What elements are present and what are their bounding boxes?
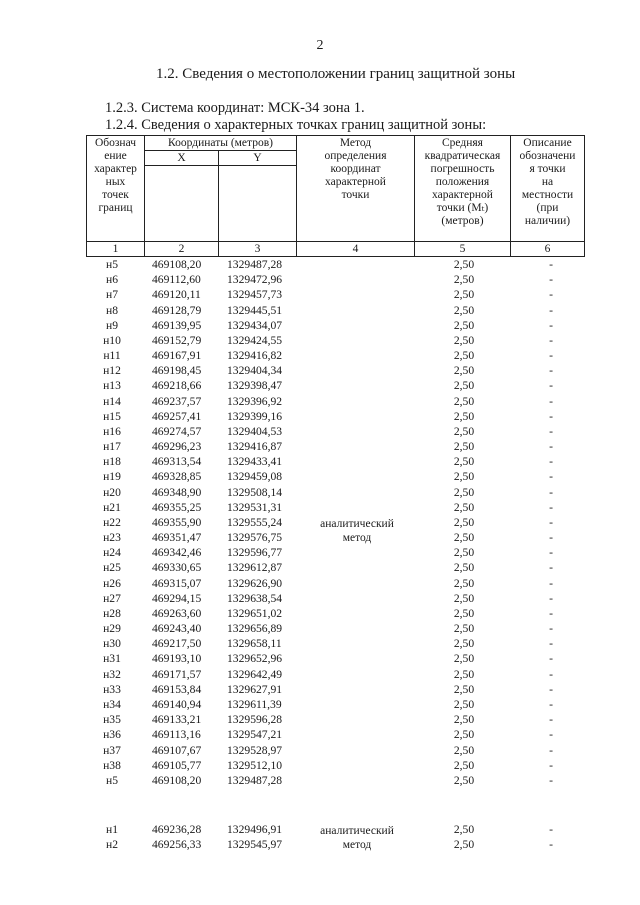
description-value: - xyxy=(549,379,553,393)
table-row xyxy=(0,439,640,454)
description-value: - xyxy=(549,273,553,287)
method-cell: аналитический метод xyxy=(320,518,394,544)
accuracy-value: 2,50 xyxy=(453,823,475,836)
table-row xyxy=(0,287,640,302)
coord-x: 469108,20 xyxy=(152,258,202,271)
accuracy-value: 2,50 xyxy=(453,606,475,620)
point-id: н5 xyxy=(105,773,118,787)
coord-x: 469171,57 xyxy=(152,667,202,681)
description-value: - xyxy=(549,455,553,469)
point-id: н34 xyxy=(103,697,121,711)
description-value: - xyxy=(549,318,553,332)
coord-x: 469355,25 xyxy=(152,500,202,514)
coord-x: 469236,28 xyxy=(152,823,202,836)
description-value: - xyxy=(549,576,553,590)
point-id: н17 xyxy=(103,440,121,454)
accuracy-value: 2,50 xyxy=(453,258,475,271)
header-coordinates: Координаты (метров) xyxy=(145,136,297,151)
coord-y: 1329576,75 xyxy=(227,531,283,545)
point-id: н38 xyxy=(103,758,121,772)
point-id: н18 xyxy=(103,455,121,469)
coord-y: 1329416,87 xyxy=(227,440,283,454)
description-value: - xyxy=(549,606,553,620)
description-value: - xyxy=(549,546,553,560)
coord-x: 469243,40 xyxy=(152,622,202,636)
accuracy-value: 2,50 xyxy=(453,652,475,666)
coord-y: 1329416,82 xyxy=(227,349,283,363)
coord-x: 469217,50 xyxy=(152,637,202,651)
table-row xyxy=(0,743,640,758)
table-row xyxy=(0,712,640,727)
coord-x: 469330,65 xyxy=(152,561,202,575)
point-id: н29 xyxy=(103,622,121,636)
table-row xyxy=(0,697,640,712)
description-value: - xyxy=(549,288,553,302)
coord-y: 1329528,97 xyxy=(227,743,283,757)
accuracy-value: 2,50 xyxy=(453,576,475,590)
coord-x: 469139,95 xyxy=(152,318,202,332)
coord-y: 1329658,11 xyxy=(227,637,282,651)
coord-y: 1329445,51 xyxy=(227,303,283,317)
accuracy-value: 2,50 xyxy=(453,743,475,757)
description-value: - xyxy=(549,591,553,605)
coord-x: 469313,54 xyxy=(152,455,202,469)
header-method: Метод определения координат характерной точки xyxy=(297,136,415,242)
coord-y: 1329424,55 xyxy=(227,333,283,347)
table-row xyxy=(0,682,640,697)
table-row xyxy=(0,576,640,591)
coord-x: 469112,60 xyxy=(152,273,201,287)
description-value: - xyxy=(549,394,553,408)
coord-x: 469105,77 xyxy=(152,758,202,772)
point-id: н6 xyxy=(105,273,118,287)
accuracy-value: 2,50 xyxy=(453,682,475,696)
accuracy-value: 2,50 xyxy=(453,440,475,454)
accuracy-value: 2,50 xyxy=(453,303,475,317)
col-number: 2 xyxy=(145,242,219,257)
description-value: - xyxy=(549,637,553,651)
point-id: н9 xyxy=(105,318,118,332)
header-x: X xyxy=(145,151,219,166)
accuracy-value: 2,50 xyxy=(453,318,475,332)
coord-y: 1329627,91 xyxy=(227,682,283,696)
coord-x: 469140,94 xyxy=(152,697,202,711)
table-row xyxy=(0,333,640,348)
coord-x: 469128,79 xyxy=(152,303,202,317)
point-id: н15 xyxy=(103,409,121,423)
coord-y: 1329399,16 xyxy=(227,409,283,423)
point-id: н33 xyxy=(103,682,121,696)
point-id: н19 xyxy=(103,470,121,484)
coord-x: 469237,57 xyxy=(152,394,202,408)
point-id: н10 xyxy=(103,333,121,347)
point-id: н2 xyxy=(105,838,118,852)
description-value: - xyxy=(549,773,553,787)
coord-x: 469328,85 xyxy=(152,470,202,484)
table-row xyxy=(0,257,640,272)
point-id: н27 xyxy=(103,591,121,605)
coord-y: 1329434,07 xyxy=(227,318,283,332)
point-id: н1 xyxy=(105,823,118,836)
point-id: н22 xyxy=(103,515,121,529)
accuracy-value: 2,50 xyxy=(453,364,475,378)
description-value: - xyxy=(549,485,553,499)
coord-x: 469351,47 xyxy=(152,531,202,545)
accuracy-value: 2,50 xyxy=(453,409,475,423)
description-value: - xyxy=(549,364,553,378)
accuracy-value: 2,50 xyxy=(453,637,475,651)
coord-y: 1329656,89 xyxy=(227,622,283,636)
table-row xyxy=(0,606,640,621)
accuracy-value: 2,50 xyxy=(453,561,475,575)
description-value: - xyxy=(549,561,553,575)
points-title-line: 1.2.4. Сведения о характерных точках границ защитной зоны: xyxy=(105,117,487,133)
table-row xyxy=(0,485,640,500)
coord-x: 469315,07 xyxy=(152,576,202,590)
accuracy-value: 2,50 xyxy=(453,394,475,408)
coord-x: 469256,33 xyxy=(152,838,202,852)
point-id: н21 xyxy=(103,500,121,514)
coord-x: 469355,90 xyxy=(152,515,202,529)
coord-y: 1329651,02 xyxy=(227,606,283,620)
description-value: - xyxy=(549,758,553,772)
accuracy-value: 2,50 xyxy=(453,333,475,347)
table-row xyxy=(0,363,640,378)
table-row xyxy=(0,651,640,666)
coord-y: 1329612,87 xyxy=(227,561,283,575)
coord-y: 1329611,39 xyxy=(227,697,282,711)
coord-x: 469342,46 xyxy=(152,546,202,560)
description-value: - xyxy=(549,303,553,317)
table-row xyxy=(0,454,640,469)
description-value: - xyxy=(549,743,553,757)
table-row xyxy=(0,591,640,606)
point-id: н23 xyxy=(103,531,121,545)
description-value: - xyxy=(549,838,553,852)
description-value: - xyxy=(549,728,553,742)
coord-x: 469193,10 xyxy=(152,652,202,666)
table-row xyxy=(0,667,640,682)
coord-y: 1329555,24 xyxy=(227,515,283,529)
coord-x: 469257,41 xyxy=(152,409,202,423)
point-id: н8 xyxy=(105,303,118,317)
description-value: - xyxy=(549,682,553,696)
description-value: - xyxy=(549,667,553,681)
description-value: - xyxy=(549,622,553,636)
coord-x: 469294,15 xyxy=(152,591,202,605)
accuracy-value: 2,50 xyxy=(453,500,475,514)
table-row xyxy=(0,773,640,788)
table-row xyxy=(0,621,640,636)
coord-x: 469274,57 xyxy=(152,424,202,438)
coord-x: 469152,79 xyxy=(152,333,202,347)
table-row xyxy=(0,303,640,318)
coord-y: 1329433,41 xyxy=(227,455,283,469)
coord-y: 1329487,28 xyxy=(227,773,283,787)
description-value: - xyxy=(549,424,553,438)
accuracy-value: 2,50 xyxy=(453,455,475,469)
coord-y: 1329638,54 xyxy=(227,591,283,605)
coord-y: 1329398,47 xyxy=(227,379,283,393)
description-value: - xyxy=(549,500,553,514)
accuracy-value: 2,50 xyxy=(453,379,475,393)
accuracy-value: 2,50 xyxy=(453,546,475,560)
header-accuracy: Средняя квадратическая погрешность положения характерной точки (Mₜ) (метров) xyxy=(415,136,511,242)
accuracy-value: 2,50 xyxy=(453,288,475,302)
coord-x: 469133,21 xyxy=(152,713,202,727)
coord-x: 469167,91 xyxy=(152,349,202,363)
coord-x: 469263,60 xyxy=(152,606,202,620)
coord-y: 1329457,73 xyxy=(227,288,283,302)
coord-x: 469108,20 xyxy=(152,773,202,787)
table-row xyxy=(0,272,640,287)
point-id: н24 xyxy=(103,546,121,560)
description-value: - xyxy=(549,713,553,727)
table-row xyxy=(0,409,640,424)
coord-y: 1329547,21 xyxy=(227,728,283,742)
point-id: н13 xyxy=(103,379,121,393)
coord-y: 1329531,31 xyxy=(227,500,283,514)
accuracy-value: 2,50 xyxy=(453,470,475,484)
point-id: н7 xyxy=(105,288,118,302)
coord-y: 1329508,14 xyxy=(227,485,283,499)
accuracy-value: 2,50 xyxy=(453,758,475,772)
coord-y: 1329404,34 xyxy=(227,364,283,378)
point-id: н31 xyxy=(103,652,121,666)
description-value: - xyxy=(549,823,553,836)
coord-y: 1329626,90 xyxy=(227,576,283,590)
page-number: 2 xyxy=(316,38,324,53)
coord-x: 469218,66 xyxy=(152,379,202,393)
coord-x: 469296,23 xyxy=(152,440,202,454)
coord-y: 1329596,28 xyxy=(227,713,283,727)
col-number: 5 xyxy=(415,242,511,257)
col-number: 6 xyxy=(511,242,585,257)
accuracy-value: 2,50 xyxy=(453,713,475,727)
accuracy-value: 2,50 xyxy=(453,667,475,681)
points-table-header xyxy=(86,135,585,257)
point-id: н12 xyxy=(103,364,121,378)
col-number: 4 xyxy=(297,242,415,257)
table-row xyxy=(0,500,640,515)
coord-y: 1329642,49 xyxy=(227,667,283,681)
point-id: н26 xyxy=(103,576,121,590)
table-row xyxy=(0,545,640,560)
coord-y: 1329596,77 xyxy=(227,546,283,560)
header-description: Описание обозначени я точки на местности (при наличии) xyxy=(511,136,585,242)
accuracy-value: 2,50 xyxy=(453,424,475,438)
table-row xyxy=(0,636,640,651)
table-row xyxy=(0,758,640,773)
description-value: - xyxy=(549,333,553,347)
table-row xyxy=(0,727,640,742)
point-id: н32 xyxy=(103,667,121,681)
description-value: - xyxy=(549,258,553,271)
point-id: н20 xyxy=(103,485,121,499)
table-row xyxy=(0,394,640,409)
coord-y: 1329545,97 xyxy=(227,838,283,852)
coord-x: 469113,16 xyxy=(152,728,201,742)
table-row xyxy=(0,424,640,439)
coord-y: 1329404,53 xyxy=(227,424,283,438)
description-value: - xyxy=(549,409,553,423)
accuracy-value: 2,50 xyxy=(453,273,475,287)
coord-y: 1329459,08 xyxy=(227,470,283,484)
coord-y: 1329472,96 xyxy=(227,273,283,287)
description-value: - xyxy=(549,531,553,545)
accuracy-value: 2,50 xyxy=(453,622,475,636)
point-id: н30 xyxy=(103,637,121,651)
point-id: н25 xyxy=(103,561,121,575)
description-value: - xyxy=(549,697,553,711)
header-y: Y xyxy=(219,151,297,166)
point-id: н11 xyxy=(103,349,121,363)
coord-x: 469120,11 xyxy=(152,288,201,302)
point-id: н37 xyxy=(103,743,121,757)
coord-y: 1329487,28 xyxy=(227,258,283,271)
coord-x: 469107,67 xyxy=(152,743,202,757)
coord-y: 1329512,10 xyxy=(227,758,283,772)
accuracy-value: 2,50 xyxy=(453,773,475,787)
coord-y: 1329496,91 xyxy=(227,823,283,836)
col-number: 1 xyxy=(87,242,145,257)
description-value: - xyxy=(549,515,553,529)
header-point-designation: Обознач ение характер ных точек границ xyxy=(87,136,145,242)
coord-y: 1329396,92 xyxy=(227,394,283,408)
accuracy-value: 2,50 xyxy=(453,728,475,742)
table-row xyxy=(0,348,640,363)
description-value: - xyxy=(549,349,553,363)
point-id: н16 xyxy=(103,424,121,438)
point-id: н14 xyxy=(103,394,121,408)
description-value: - xyxy=(549,470,553,484)
coord-system-line: 1.2.3. Система координат: МСК-34 зона 1. xyxy=(105,100,365,116)
accuracy-value: 2,50 xyxy=(453,591,475,605)
table-row xyxy=(0,378,640,393)
coord-y: 1329652,96 xyxy=(227,652,283,666)
section-heading: 1.2. Сведения о местоположении границ защитной зоны xyxy=(156,66,516,82)
table-row xyxy=(0,318,640,333)
accuracy-value: 2,50 xyxy=(453,697,475,711)
point-id: н35 xyxy=(103,713,121,727)
table-row xyxy=(0,469,640,484)
point-id: н5 xyxy=(105,258,118,271)
description-value: - xyxy=(549,440,553,454)
description-value: - xyxy=(549,652,553,666)
point-id: н28 xyxy=(103,606,121,620)
coord-x: 469198,45 xyxy=(152,364,202,378)
col-number: 3 xyxy=(219,242,297,257)
method-cell-2: аналитический метод xyxy=(320,825,394,851)
accuracy-value: 2,50 xyxy=(453,531,475,545)
accuracy-value: 2,50 xyxy=(453,515,475,529)
coord-x: 469153,84 xyxy=(152,682,202,696)
accuracy-value: 2,50 xyxy=(453,838,475,852)
accuracy-value: 2,50 xyxy=(453,349,475,363)
coord-x: 469348,90 xyxy=(152,485,202,499)
accuracy-value: 2,50 xyxy=(453,485,475,499)
point-id: н36 xyxy=(103,728,121,742)
table-row xyxy=(0,560,640,575)
